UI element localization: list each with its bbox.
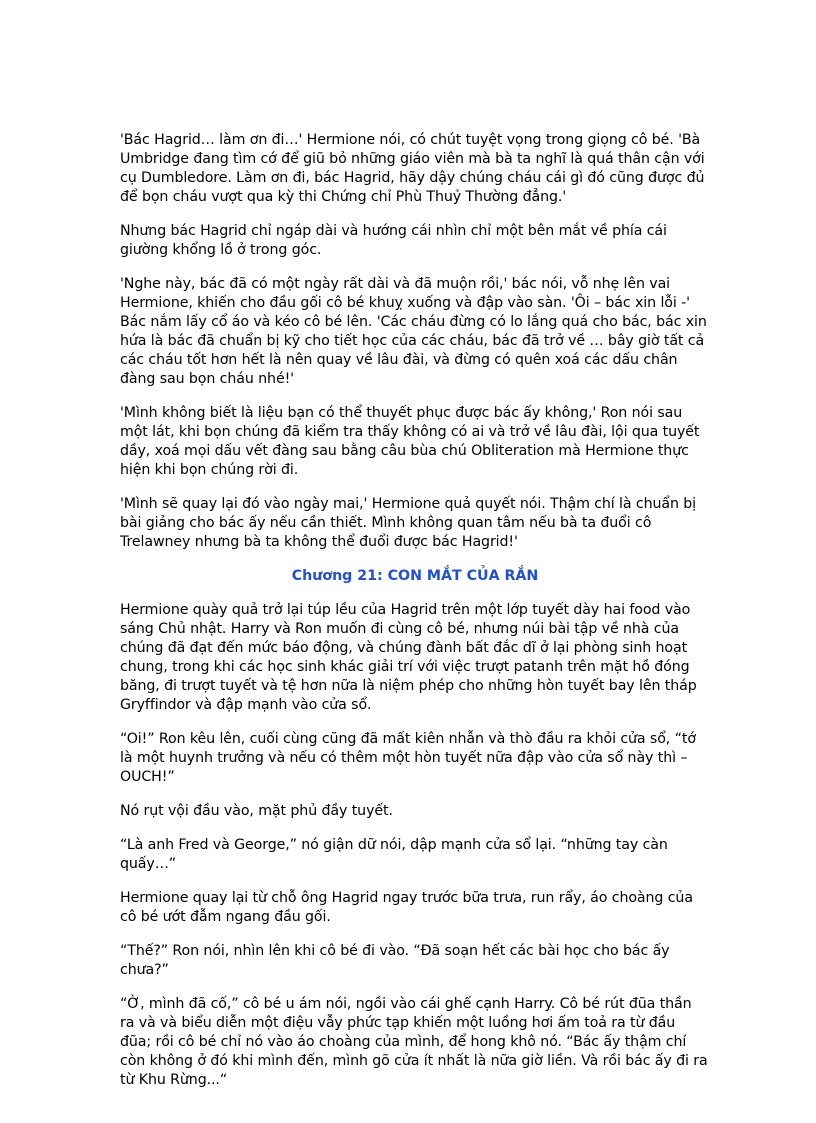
paragraph: “Oi!” Ron kêu lên, cuối cùng cũng đã mất kiên nhẫn và thò đầu ra khỏi cửa sổ, “tớ là một huynh trưởng và nếu có thêm một hòn tuyết nữa đập vào cửa sổ này thì – OUCH!” [120,731,696,785]
paragraph: “Ờ, mình đã cố,” cô bé u ám nói, ngồi vào cái ghế cạnh Harry. Cô bé rút đũa thần ra và và biểu diễn một điệu vẫy phức tạp khiến một luồng hơi ấm toả ra từ đầu đũa; rồi cô bé chỉ nó vào áo choàng của mình, để hong khô nó. “Bác ấy thậm chí còn không ở đó khi mình đến, mình gõ cửa ít nhất là nữa giờ liền. Và rồi bác ấy đi ra từ Khu Rừng...“ [120,996,708,1088]
paragraph: 'Nghe này, bác đã có một ngày rất dài và đã muộn rồi,' bác nói, vỗ nhẹ lên vai Hermione, khiến cho đầu gối cô bé khuỵ xuống và đập vào sàn. 'Ôi – bác xin lỗi -' Bác nắm lấy cổ áo và kéo cô bé lên. 'Các cháu đừng có lo lắng quá cho bác, bác xin hứa là bác đã chuẩn bị kỹ cho tiết học của các cháu, bác đã trở về … bây giờ tất cả các cháu tốt hơn hết là nên quay về lâu đài, và đừng có quên xoá các dấu chân đàng sau bọn cháu nhé!' [120,276,707,387]
paragraph: Nhưng bác Hagrid chỉ ngáp dài và hướng cái nhìn chỉ một bên mắt về phía cái giường khổng lồ ở trong góc. [120,223,667,258]
paragraph: “Thế?” Ron nói, nhìn lên khi cô bé đi vào. “Đã soạn hết các bài học cho bác ấy chưa?” [120,943,670,978]
paragraph: Nó rụt vội đầu vào, mặt phủ đầy tuyết. [120,803,393,819]
paragraph: 'Mình không biết là liệu bạn có thể thuyết phục được bác ấy không,' Ron nói sau một lát, khi bọn chúng đã kiểm tra thấy không có ai và trở về lâu đài, lội qua tuyết dầy, xoá mọi dấu vết đàng sau bằng câu bùa chú Obliteration mà Hermione thực hiện khi bọn chúng rời đi. [120,405,700,478]
chapter-title: Chương 21: CON MẮT CỦA RẮN [291,568,539,584]
paragraph: 'Bác Hagrid… làm ơn đi…' Hermione nói, có chút tuyệt vọng trong giọng cô bé. 'Bà Umbridge đang tìm cớ để giũ bỏ những giáo viên mà bà ta nghĩ là quá thân cận với cụ Dumbledore. Làm ơn đi, bác Hagrid, hãy dậy chúng cháu cái gì đó cũng được đủ để bọn cháu vượt qua kỳ thi Chứng chỉ Phù Thuỷ Thường đẳng.' [120,132,705,205]
paragraph: Hermione quày quả trở lại túp lều của Hagrid trên một lớp tuyết dày hai food vào sáng Chủ nhật. Harry và Ron muốn đi cùng cô bé, nhưng núi bài tập về nhà của chúng đã đạt đến mức báo động, và chúng đành bất đắc dĩ ở lại phòng sinh hoạt chung, trong khi các học sinh khác giải trí với việc trượt patanh trên mặt hồ đóng băng, đi trượt tuyết và tệ hơn nữa là niệm phép cho những hòn tuyết bay lên tháp Gryffindor và đập mạnh vào cửa sổ. [120,602,697,713]
paragraph: “Là anh Fred và George,” nó giận dữ nói, dập mạnh cửa sổ lại. “những tay càn quấy…” [120,837,668,872]
paragraph: Hermione quay lại từ chỗ ông Hagrid ngay trước bữa trưa, run rẩy, áo choàng của cô bé ướt đẫm ngang đầu gối. [120,890,693,925]
document-page [120,131,710,1105]
paragraph: 'Mình sẽ quay lại đó vào ngày mai,' Hermione quả quyết nói. Thậm chí là chuẩn bị bài giảng cho bác ấy nếu cần thiết. Mình không quan tâm nếu bà ta đuổi cô Trelawney nhưng bà ta không thể đuổi được bác Hagrid!' [120,496,697,550]
